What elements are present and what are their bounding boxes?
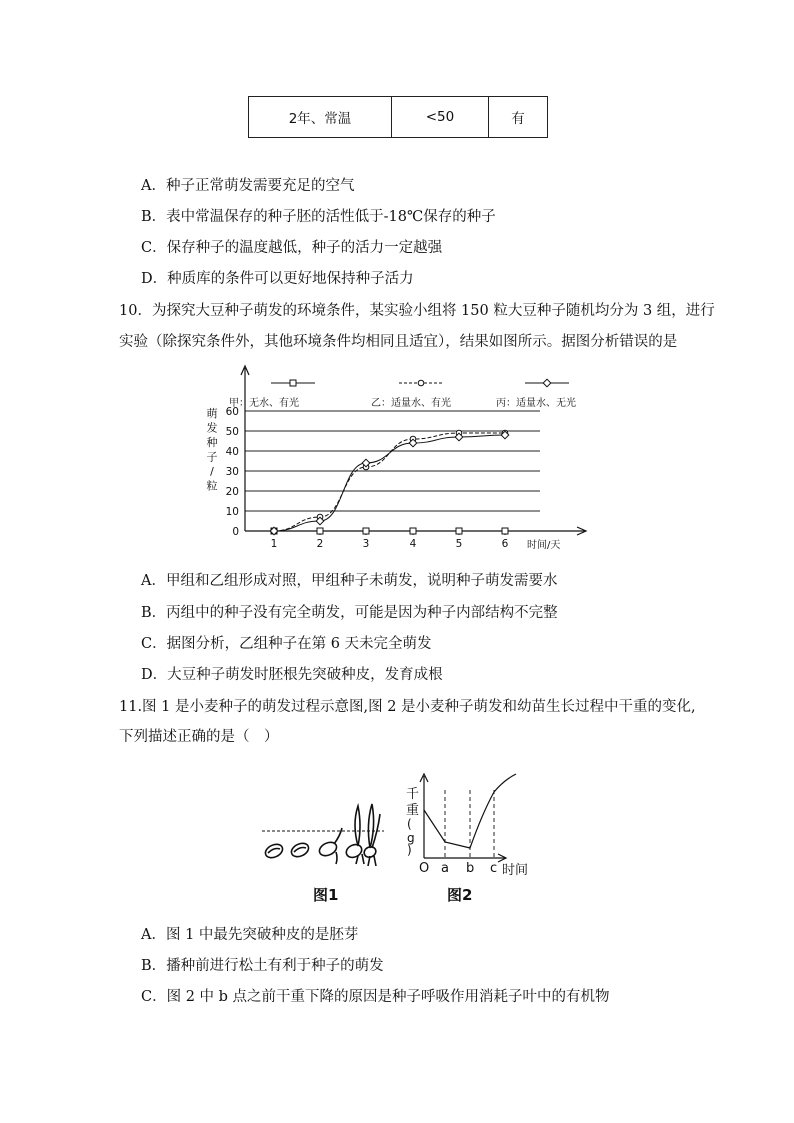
fig2-caption: 图2: [447, 886, 473, 904]
x-tick-label-1: 1: [270, 538, 278, 550]
x-tick-label-6: 6: [501, 538, 509, 550]
q10-option-a: A．甲组和乙组形成对照，甲组种子未萌发，说明种子萌发需要水: [141, 573, 558, 589]
q9-option-b: B．表中常温保存的种子胚的活性低于-18℃保存的种子: [141, 209, 496, 225]
q9-option-a: A．种子正常萌发需要充足的空气: [141, 178, 355, 194]
data-point-0-3: [410, 528, 416, 534]
y-axis-label-char-5: 粒: [206, 479, 218, 493]
y-axis-label-char-2: 种: [206, 436, 218, 449]
x-tick-label-5: 5: [455, 538, 463, 550]
fig2-ylabel-paren-close: ): [407, 843, 412, 857]
y-axis-label-char-3: 子: [206, 450, 218, 464]
table-row: [249, 97, 548, 138]
series-line-1: [274, 433, 505, 531]
table-cell-storage: 2年、常温: [249, 97, 392, 138]
y-axis-label-char-0: 萌: [206, 407, 218, 420]
x-tick-label-3: 3: [362, 538, 370, 550]
q9-option-d: D．种质库的条件可以更好地保持种子活力: [141, 271, 414, 287]
seed-stage-1: [263, 842, 284, 860]
y-tick-label-40: 40: [225, 446, 239, 458]
legend-marker-0: [290, 380, 296, 386]
y-axis-label-char-4: /: [210, 465, 214, 478]
fig2-ylabel-char-2: 重: [406, 803, 420, 818]
y-tick-label-10: 10: [225, 506, 239, 518]
fig2-tick-a: a: [441, 861, 449, 876]
germination-chart: [195, 360, 605, 560]
y-tick-label-0: 0: [232, 526, 239, 538]
y-tick-label-50: 50: [225, 426, 239, 438]
x-tick-label-4: 4: [409, 538, 417, 550]
data-point-0-1: [317, 528, 323, 534]
q10-option-c: C．据图分析，乙组种子在第 6 天未完全萌发: [141, 636, 432, 652]
seed-stage-3: [317, 828, 342, 864]
fig2-origin: O: [419, 861, 430, 876]
fig2-tick-c: c: [490, 861, 498, 876]
q9-option-c: C．保存种子的温度越低，种子的活力一定越强: [141, 240, 443, 256]
dry-weight-figure: [398, 770, 538, 880]
seed-stage-2: [289, 841, 310, 859]
fig2-ylabel-unit: g: [407, 831, 415, 845]
series-line-2: [274, 435, 505, 531]
fig2-ylabel-paren-open: (: [407, 817, 412, 831]
data-point-0-4: [456, 528, 462, 534]
legend-label-2: 丙：适量水、无光: [496, 398, 576, 409]
x-tick-label-2: 2: [316, 538, 324, 550]
fig2-xlabel: 时间: [502, 863, 529, 878]
q10-stem-line2: 实验（除探究条件外，其他环境条件均相同且适宜），结果如图所示。据图分析错误的是: [119, 334, 678, 350]
y-tick-label-20: 20: [225, 486, 239, 498]
seed-stage-5: [362, 804, 380, 866]
q10-option-b: B．丙组中的种子没有完全萌发，可能是因为种子内部结构不完整: [141, 605, 558, 621]
data-table: [248, 96, 548, 138]
q10-stem-line1: 10．为探究大豆种子萌发的环境条件，某实验小组将 150 粒大豆种子随机均分为 3 组，进行: [119, 303, 715, 319]
q11-option-a: A．图 1 中最先突破种皮的是胚芽: [141, 927, 359, 943]
data-point-0-2: [363, 528, 369, 534]
seed-stage-4: [344, 806, 364, 864]
wheat-germination-figure: [258, 800, 388, 870]
y-tick-label-60: 60: [225, 406, 239, 418]
q10-option-d: D．大豆种子萌发时胚根先突破种皮，发育成根: [141, 667, 443, 683]
fig2-tick-b: b: [466, 861, 475, 876]
x-axis-label: 时间/天: [527, 540, 561, 551]
legend-label-1: 乙：适量水、有光: [371, 398, 451, 409]
fig2-ylabel-char-1: 千: [406, 787, 420, 802]
legend-label-0: 甲：无水、有光: [229, 398, 299, 409]
q11-stem-line1: 11.图 1 是小麦种子的萌发过程示意图,图 2 是小麦种子萌发和幼苗生长过程中干重的变化,: [119, 699, 696, 715]
legend-marker-1: [418, 380, 424, 386]
y-axis-label-char-1: 发: [206, 421, 218, 435]
data-point-0-5: [502, 528, 508, 534]
legend-marker-2: [543, 379, 551, 387]
fig1-caption: 图1: [313, 886, 339, 904]
table-cell-vigor: 有: [489, 97, 548, 138]
y-tick-label-30: 30: [225, 466, 239, 478]
table-cell-rate: <50: [392, 97, 489, 138]
q11-option-c: C．图 2 中 b 点之前干重下降的原因是种子呼吸作用消耗子叶中的有机物: [141, 989, 610, 1005]
q11-stem-line2: 下列描述正确的是（ ）: [119, 729, 279, 745]
q11-option-b: B．播种前进行松土有利于种子的萌发: [141, 958, 384, 974]
